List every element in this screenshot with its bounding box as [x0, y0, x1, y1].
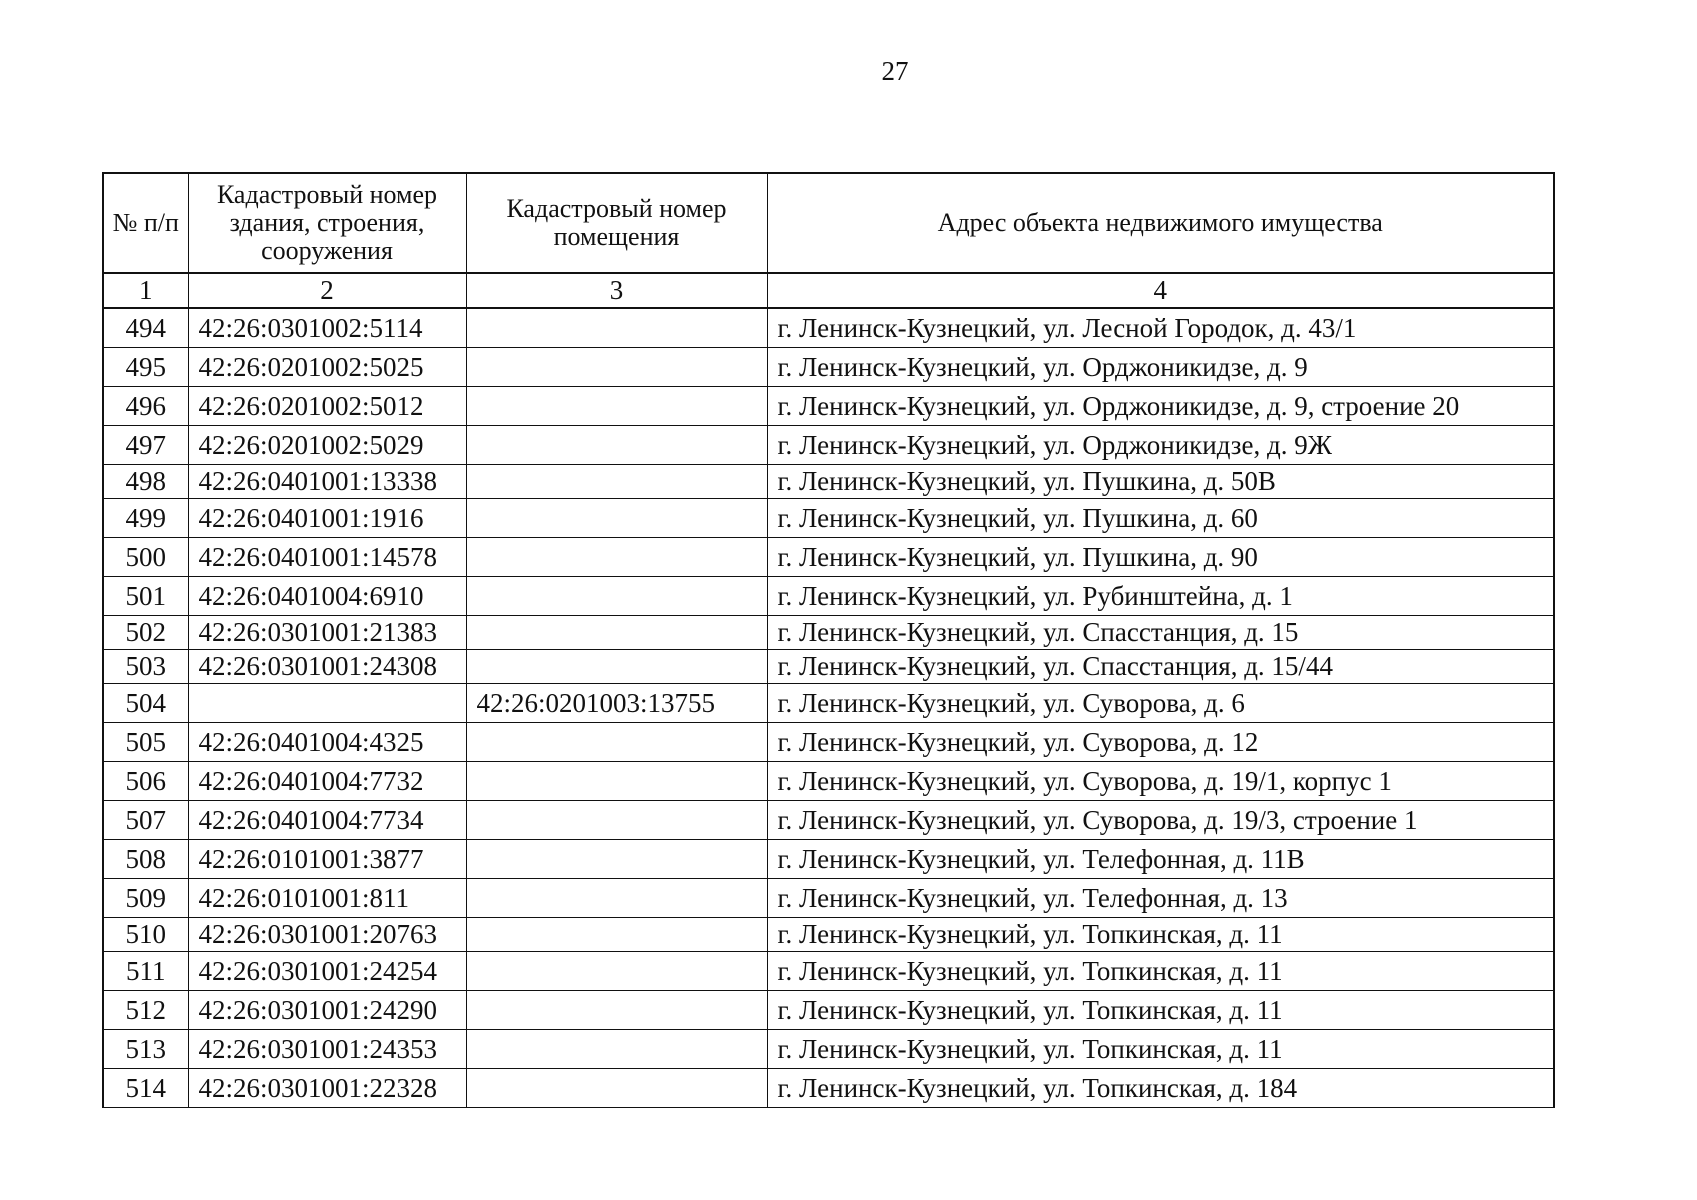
cell-room-cadastral: [466, 762, 767, 801]
cell-building-cadastral: 42:26:0101001:811: [188, 879, 466, 918]
cell-room-cadastral: [466, 801, 767, 840]
cell-building-cadastral: 42:26:0101001:3877: [188, 840, 466, 879]
registry-table: [102, 172, 1555, 1108]
cell-room-cadastral: [466, 577, 767, 616]
table-row: [103, 879, 1554, 918]
cell-number: 499: [103, 499, 188, 538]
cell-room-cadastral: [466, 616, 767, 650]
cell-building-cadastral: 42:26:0301001:24290: [188, 991, 466, 1030]
cell-number: 507: [103, 801, 188, 840]
cell-number: 506: [103, 762, 188, 801]
column-number: 1: [103, 273, 188, 308]
cell-room-cadastral: [466, 465, 767, 499]
table-row: [103, 991, 1554, 1030]
cell-number: 514: [103, 1069, 188, 1108]
cell-number: 511: [103, 952, 188, 991]
cell-address: г. Ленинск-Кузнецкий, ул. Телефонная, д. 11В: [767, 840, 1554, 879]
cell-building-cadastral: 42:26:0401004:6910: [188, 577, 466, 616]
cell-address: г. Ленинск-Кузнецкий, ул. Топкинская, д. 11: [767, 952, 1554, 991]
cell-building-cadastral: 42:26:0401001:14578: [188, 538, 466, 577]
cell-address: г. Ленинск-Кузнецкий, ул. Пушкина, д. 50В: [767, 465, 1554, 499]
cell-room-cadastral: [466, 952, 767, 991]
header-cell-number: № п/п: [103, 173, 188, 273]
cell-building-cadastral: 42:26:0301001:24353: [188, 1030, 466, 1069]
cell-address: г. Ленинск-Кузнецкий, ул. Пушкина, д. 60: [767, 499, 1554, 538]
cell-building-cadastral: 42:26:0401001:13338: [188, 465, 466, 499]
table-row: [103, 762, 1554, 801]
cell-address: г. Ленинск-Кузнецкий, ул. Пушкина, д. 90: [767, 538, 1554, 577]
cell-building-cadastral: 42:26:0401001:1916: [188, 499, 466, 538]
cell-number: 509: [103, 879, 188, 918]
column-number: 4: [767, 273, 1554, 308]
cell-room-cadastral: [466, 1069, 767, 1108]
column-number: 3: [466, 273, 767, 308]
cell-number: 508: [103, 840, 188, 879]
cell-room-cadastral: [466, 538, 767, 577]
cell-building-cadastral: 42:26:0301001:24254: [188, 952, 466, 991]
cell-address: г. Ленинск-Кузнецкий, ул. Рубинштейна, д. 1: [767, 577, 1554, 616]
cell-building-cadastral: 42:26:0301001:24308: [188, 650, 466, 684]
table-header-row: [103, 173, 1554, 273]
table-row: [103, 426, 1554, 465]
cell-room-cadastral: [466, 879, 767, 918]
table-row: [103, 308, 1554, 348]
table-row: [103, 723, 1554, 762]
table-row: [103, 918, 1554, 952]
cell-number: 496: [103, 387, 188, 426]
cell-address: г. Ленинск-Кузнецкий, ул. Суворова, д. 19/3, строение 1: [767, 801, 1554, 840]
cell-number: 500: [103, 538, 188, 577]
cell-number: 510: [103, 918, 188, 952]
table-row: [103, 538, 1554, 577]
cell-address: г. Ленинск-Кузнецкий, ул. Топкинская, д. 11: [767, 1030, 1554, 1069]
table-row: [103, 650, 1554, 684]
cell-address: г. Ленинск-Кузнецкий, ул. Суворова, д. 19/1, корпус 1: [767, 762, 1554, 801]
cell-room-cadastral: [466, 840, 767, 879]
cell-room-cadastral: [466, 499, 767, 538]
cell-room-cadastral: [466, 723, 767, 762]
table-row: [103, 840, 1554, 879]
table-row: [103, 577, 1554, 616]
page-number: 27: [881, 56, 909, 86]
table-row: [103, 684, 1554, 723]
cell-address: г. Ленинск-Кузнецкий, ул. Орджоникидзе, д. 9, строение 20: [767, 387, 1554, 426]
cell-building-cadastral: [188, 684, 466, 723]
cell-address: г. Ленинск-Кузнецкий, ул. Топкинская, д. 11: [767, 991, 1554, 1030]
header-cell-address: Адрес объекта недвижимого имущества: [767, 173, 1554, 273]
cell-number: 512: [103, 991, 188, 1030]
header-cell-building-cadastral: Кадастровый номер здания, строения, сооружения: [188, 173, 466, 273]
cell-number: 501: [103, 577, 188, 616]
table-row: [103, 1069, 1554, 1108]
cell-building-cadastral: 42:26:0201002:5012: [188, 387, 466, 426]
cell-number: 498: [103, 465, 188, 499]
header-cell-room-cadastral: Кадастровый номер помещения: [466, 173, 767, 273]
cell-room-cadastral: [466, 387, 767, 426]
cell-building-cadastral: 42:26:0301001:21383: [188, 616, 466, 650]
table-row: [103, 801, 1554, 840]
cell-building-cadastral: 42:26:0401004:7734: [188, 801, 466, 840]
cell-room-cadastral: [466, 426, 767, 465]
table-row: [103, 465, 1554, 499]
cell-number: 505: [103, 723, 188, 762]
cell-number: 503: [103, 650, 188, 684]
cell-building-cadastral: 42:26:0301001:22328: [188, 1069, 466, 1108]
cell-building-cadastral: 42:26:0401004:4325: [188, 723, 466, 762]
cell-room-cadastral: [466, 308, 767, 348]
table-row: [103, 952, 1554, 991]
cell-room-cadastral: [466, 348, 767, 387]
cell-number: 495: [103, 348, 188, 387]
cell-room-cadastral: [466, 650, 767, 684]
cell-address: г. Ленинск-Кузнецкий, ул. Топкинская, д. 11: [767, 918, 1554, 952]
cell-address: г. Ленинск-Кузнецкий, ул. Орджоникидзе, д. 9: [767, 348, 1554, 387]
cell-building-cadastral: 42:26:0301002:5114: [188, 308, 466, 348]
cell-building-cadastral: 42:26:0401004:7732: [188, 762, 466, 801]
cell-room-cadastral: 42:26:0201003:13755: [466, 684, 767, 723]
cell-number: 513: [103, 1030, 188, 1069]
cell-room-cadastral: [466, 918, 767, 952]
cell-address: г. Ленинск-Кузнецкий, ул. Орджоникидзе, д. 9Ж: [767, 426, 1554, 465]
cell-address: г. Ленинск-Кузнецкий, ул. Телефонная, д. 13: [767, 879, 1554, 918]
cell-number: 494: [103, 308, 188, 348]
cell-address: г. Ленинск-Кузнецкий, ул. Суворова, д. 12: [767, 723, 1554, 762]
column-number: 2: [188, 273, 466, 308]
cell-building-cadastral: 42:26:0201002:5025: [188, 348, 466, 387]
cell-address: г. Ленинск-Кузнецкий, ул. Лесной Городок, д. 43/1: [767, 308, 1554, 348]
cell-number: 504: [103, 684, 188, 723]
cell-address: г. Ленинск-Кузнецкий, ул. Спасстанция, д. 15: [767, 616, 1554, 650]
table-row: [103, 348, 1554, 387]
cell-number: 497: [103, 426, 188, 465]
cell-building-cadastral: 42:26:0301001:20763: [188, 918, 466, 952]
table-row: [103, 499, 1554, 538]
cell-room-cadastral: [466, 1030, 767, 1069]
cell-building-cadastral: 42:26:0201002:5029: [188, 426, 466, 465]
cell-room-cadastral: [466, 991, 767, 1030]
cell-number: 502: [103, 616, 188, 650]
table-row: [103, 616, 1554, 650]
cell-address: г. Ленинск-Кузнецкий, ул. Спасстанция, д. 15/44: [767, 650, 1554, 684]
table-row: [103, 1030, 1554, 1069]
column-number-row: [103, 273, 1554, 308]
cell-address: г. Ленинск-Кузнецкий, ул. Топкинская, д. 184: [767, 1069, 1554, 1108]
cell-address: г. Ленинск-Кузнецкий, ул. Суворова, д. 6: [767, 684, 1554, 723]
table-row: [103, 387, 1554, 426]
